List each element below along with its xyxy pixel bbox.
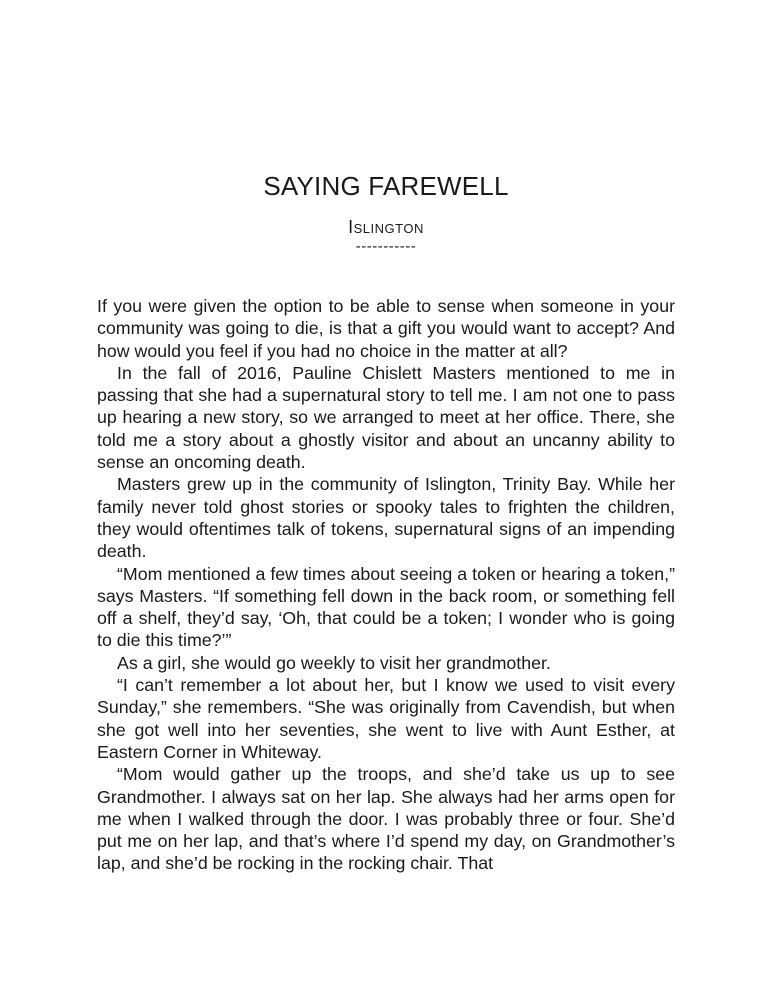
chapter-title: SAYING FAREWELL [263, 171, 509, 201]
paragraph: If you were given the option to be able to sense when someone in your community was going to die, is that a gift you would want to accept? And how would you feel if you had no choice in the matter at all? [97, 296, 675, 361]
paragraph: “Mom would gather up the troops, and she’d take us up to see Grandmother. I always sat on her lap. She always had her arms open for me when I walked through the door. I was probably three or four. She’d put me on her lap, and that’s where I’d spend my day, on Grandmother’s lap, and she’d be rocking in the rocking chair. That [97, 764, 675, 874]
paragraph: Masters grew up in the community of Islington, Trinity Bay. While her family never told ghost stories or spooky tales to frighten the children, they would oftentimes talk of tokens, supernatural signs of an impending death. [97, 474, 675, 562]
chapter-divider: ----------- [355, 238, 417, 255]
paragraph: “I can’t remember a lot about her, but I know we used to visit every Sunday,” she remembers. “She was originally from Cavendish, but when she got well into her seventies, she went to live with Aunt Esther, at Eastern Corner in Whiteway. [97, 675, 675, 762]
chapter-body [97, 295, 675, 875]
book-page [97, 0, 675, 1000]
chapter-subtitle: Islington [348, 217, 424, 237]
paragraph: As a girl, she would go weekly to visit her grandmother. [117, 652, 551, 673]
paragraph: “Mom mentioned a few times about seeing a token or hearing a token,” says Masters. “If something fell down in the back room, or something fell off a shelf, they’d say, ‘Oh, that could be a token; I wonder who is going to die this time?’” [97, 563, 675, 651]
paragraph: In the fall of 2016, Pauline Chislett Masters mentioned to me in passing that she had a supernatural story to tell me. I am not one to pass up hearing a new story, so we arranged to meet at her office. There, she told me a story about a ghostly visitor and about an uncanny ability to sense an oncoming death. [97, 362, 675, 473]
